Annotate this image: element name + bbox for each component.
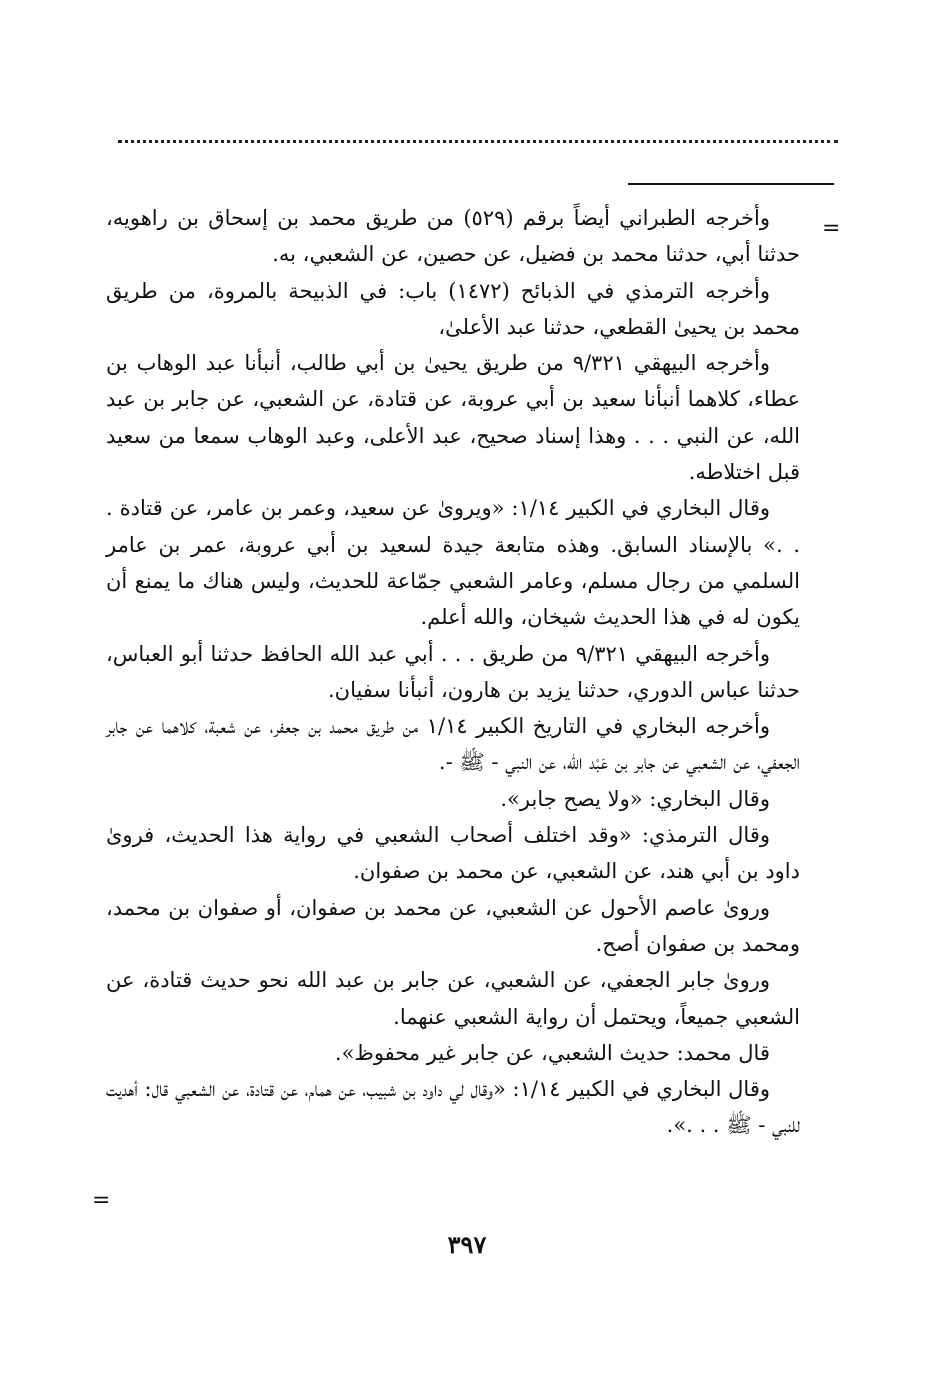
paragraph: وقال البخاري في الكبير ١/١٤: «وقال لي داود بن شبيب، عن همام، عن قتادة، عن الشعبي قال: أهديت للنبي - ﷺ . . .».	[106, 1077, 800, 1138]
page-number: ٣٩٧	[447, 1230, 487, 1259]
paragraph: وقال البخاري: «ولا يصح جابر».	[500, 786, 770, 811]
continuation-mark-bottom: =	[92, 1188, 111, 1213]
paragraph: وأخرجه البيهقي ٩/٣٢١ من طريق . . . أبي عبد الله الحافظ حدثنا أبو العباس، حدثنا عباس الدوري، حدثنا يزيد بن هارون، أنبأنا سفيان.	[106, 641, 800, 702]
dotted-separator	[118, 140, 838, 143]
continuation-mark-top: =	[822, 216, 841, 241]
paragraph: وروىٰ عاصم الأحول عن الشعبي، عن محمد بن صفوان، أو صفوان بن محمد، ومحمد بن صفوان أصح.	[106, 895, 800, 956]
paragraph: وأخرجه البخاري في التاريخ الكبير ١/١٤ من طريق محمد بن جعفر، عن شعبة، كلاهما عن جابر الجعفي، عن الشعبي عن جابر بن عَبْد الله، عن النبي - ﷺ -.	[106, 714, 800, 775]
paragraph: وقال البخاري في الكبير ١/١٤: «ويروىٰ عن سعيد، وعمر بن عامر، عن قتادة . . .» بالإسناد السابق. وهذه متابعة جيدة لسعيد بن أبي عروبة، عمر بن عامر السلمي من رجال مسلم، وعامر الشعبي جمّاعة للحديث، وليس هناك ما يمنع أن يكون له في هذا الحديث شيخان، والله أعلم.	[106, 496, 800, 630]
paragraph: قال محمد: حديث الشعبي، عن جابر غير محفوظ».	[334, 1040, 770, 1065]
paragraph: وأخرجه الترمذي في الذبائح (١٤٧٢) باب: في الذبيحة بالمروة، من طريق محمد بن يحيىٰ القطعي، حدثنا عبد الأعلىٰ،	[106, 278, 800, 339]
paragraph: وروىٰ جابر الجعفي، عن الشعبي، عن جابر بن عبد الله نحو حديث قتادة، عن الشعبي جميعاً، ويحتمل أن رواية الشعبي عنهما.	[106, 968, 800, 1029]
paragraph: وأخرجه الطبراني أيضاً برقم (٥٢٩) من طريق محمد بن إسحاق بن راهويه، حدثنا أبي، حدثنا محمد بن فضيل، عن حصين، عن الشعبي، به.	[106, 206, 800, 267]
footnote-text	[106, 200, 800, 1144]
paragraph: وقال الترمذي: «وقد اختلف أصحاب الشعبي في رواية هذا الحديث، فروىٰ داود بن أبي هند، عن الشعبي، عن محمد بن صفوان.	[106, 823, 800, 884]
paragraph: وأخرجه البيهقي ٩/٣٢١ من طريق يحيىٰ بن أبي طالب، أنبأنا عبد الوهاب بن عطاء، كلاهما أنبأنا سعيد بن أبي عروبة، عن قتادة، عن الشعبي، عن جابر بن عبد الله، عن النبي . . . وهذا إسناد صحيح، عبد الأعلى، وعبد الوهاب سمعا من سعيد قبل اختلاطه.	[106, 351, 800, 485]
footnote-rule	[628, 183, 834, 185]
